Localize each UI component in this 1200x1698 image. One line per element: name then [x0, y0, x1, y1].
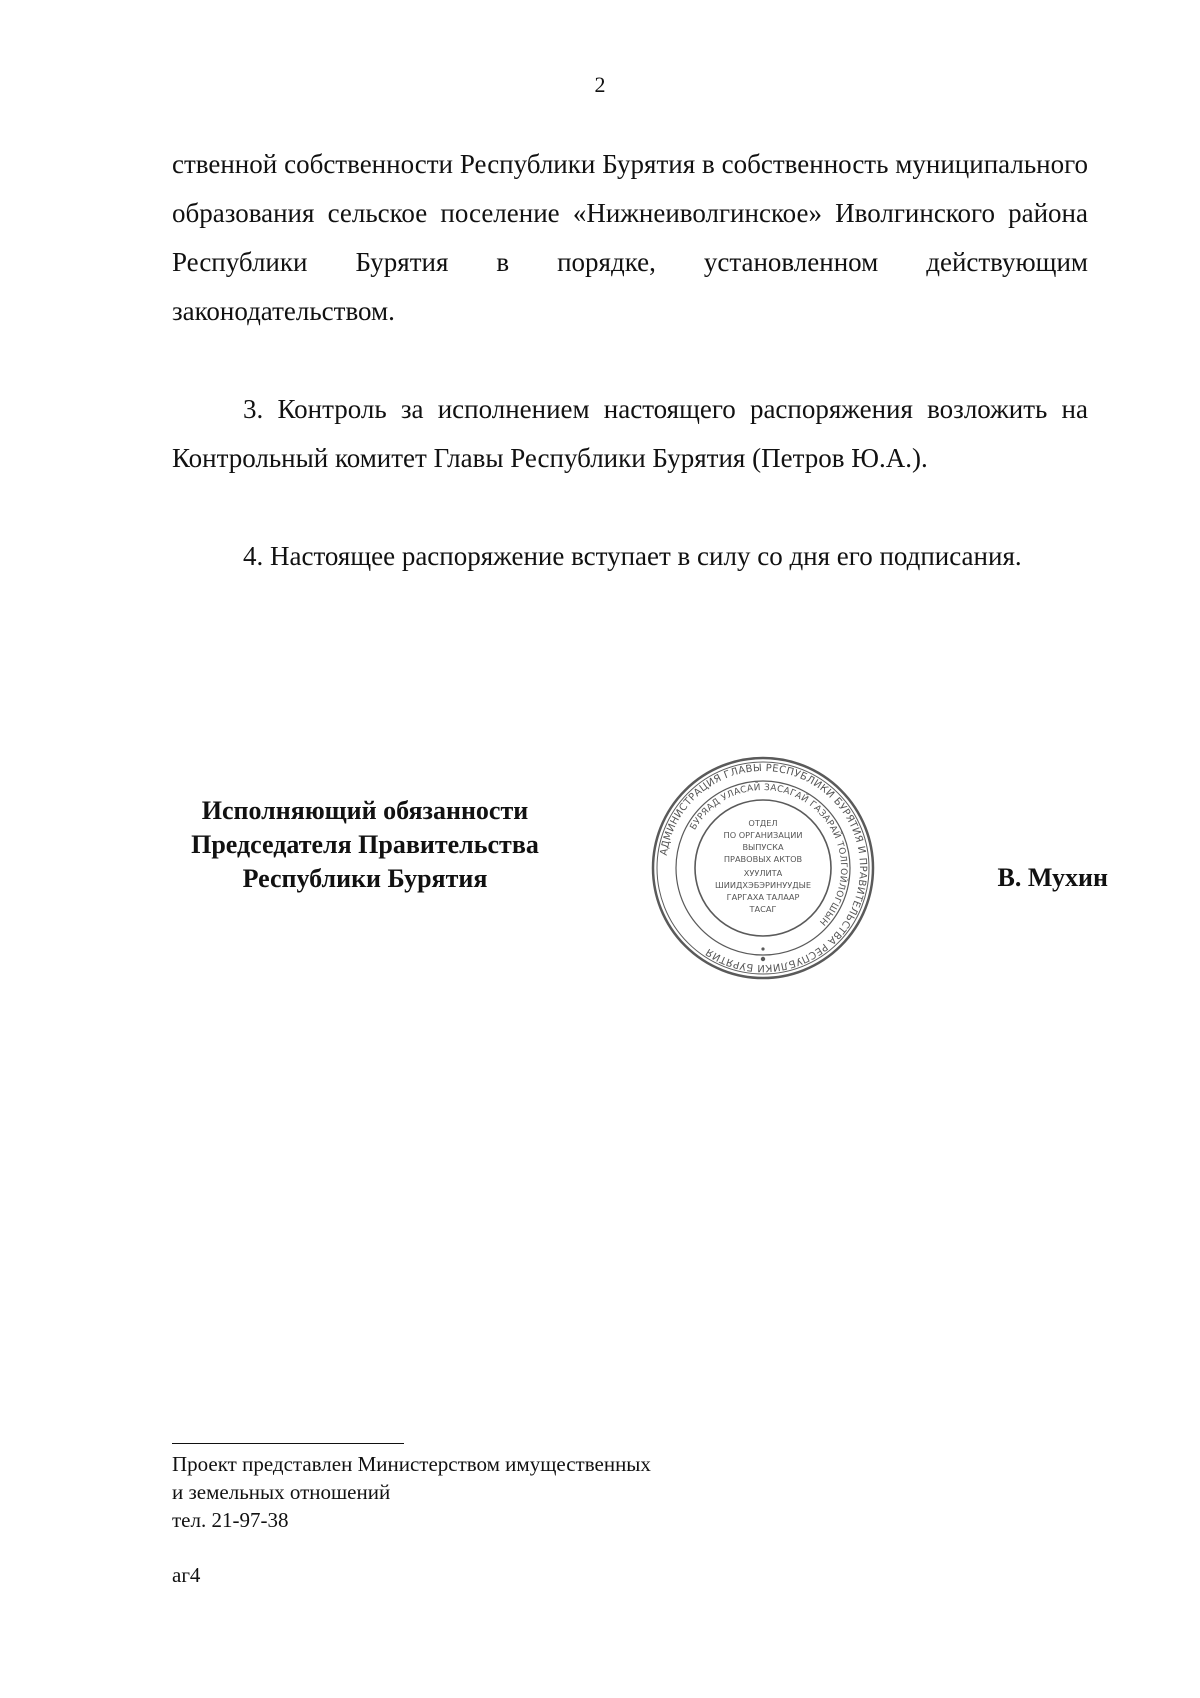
- footnote: [172, 1450, 651, 1534]
- footnote-line-1: Проект представлен Министерством имущественных: [172, 1452, 651, 1476]
- seal-center-line-3: ВЫПУСКА: [742, 842, 784, 852]
- seal-center-line-2: ПО ОРГАНИЗАЦИИ: [723, 830, 803, 840]
- paragraph-3: 3. Контроль за исполнением настоящего распоряжения возложить на Контрольный комитет Главы Республики Бурятия (Петров Ю.А.).: [172, 394, 1088, 473]
- signatory-name: В. Мухин: [997, 863, 1108, 892]
- signatory-title: [160, 794, 570, 896]
- seal-center-line-4: ПРАВОВЫХ АКТОВ: [723, 854, 803, 864]
- paragraph-continued: ственной собственности Республики Бурятия в собственность муниципального образования сельское поселение «Нижнеиволгинское» Иволгинского района Республики Бурятия в порядке, установленном действующим законодательством.: [172, 149, 1088, 326]
- footnote-line-2: и земельных отношений: [172, 1480, 391, 1504]
- official-seal-stamp: [648, 752, 878, 984]
- signatory-title-line-3: Республики Бурятия: [242, 864, 488, 893]
- seal-inner-ring-text: БУРЯАД УЛАСАЙ ЗАСАГАЙ ГАЗАРАЙ ТОЛГОЙЛОГШЫН: [688, 782, 849, 928]
- seal-outer-ring-text: АДМИНИСТРАЦИЯ ГЛАВЫ РЕСПУБЛИКИ БУРЯТИЯ И ПРАВИТЕЛЬСТВА РЕСПУБЛИКИ БУРЯТИЯ: [658, 762, 869, 974]
- seal-dot-icon: [761, 957, 765, 961]
- document-code: аг4: [172, 1563, 201, 1587]
- seal-center-line-6: ШИИДХЭБЭРИНУУДЫЕ: [714, 880, 812, 890]
- seal-center-line-7: ГАРГАХА ТАЛААР: [726, 892, 800, 902]
- footnote-phone: тел. 21-97-38: [172, 1508, 289, 1532]
- seal-center-line-8: ТАСАГ: [749, 904, 777, 914]
- paragraph-4: 4. Настоящее распоряжение вступает в силу со дня его подписания.: [243, 541, 1022, 571]
- seal-center-line-5: ХУУЛИТА: [743, 868, 783, 878]
- page-number: 2: [594, 72, 606, 97]
- footnote-divider: [172, 1443, 404, 1444]
- seal-center-line-1: ОТДЕЛ: [748, 818, 778, 828]
- signatory-title-line-2: Председателя Правительства: [191, 830, 539, 859]
- signatory-title-line-1: Исполняющий обязанности: [201, 796, 529, 825]
